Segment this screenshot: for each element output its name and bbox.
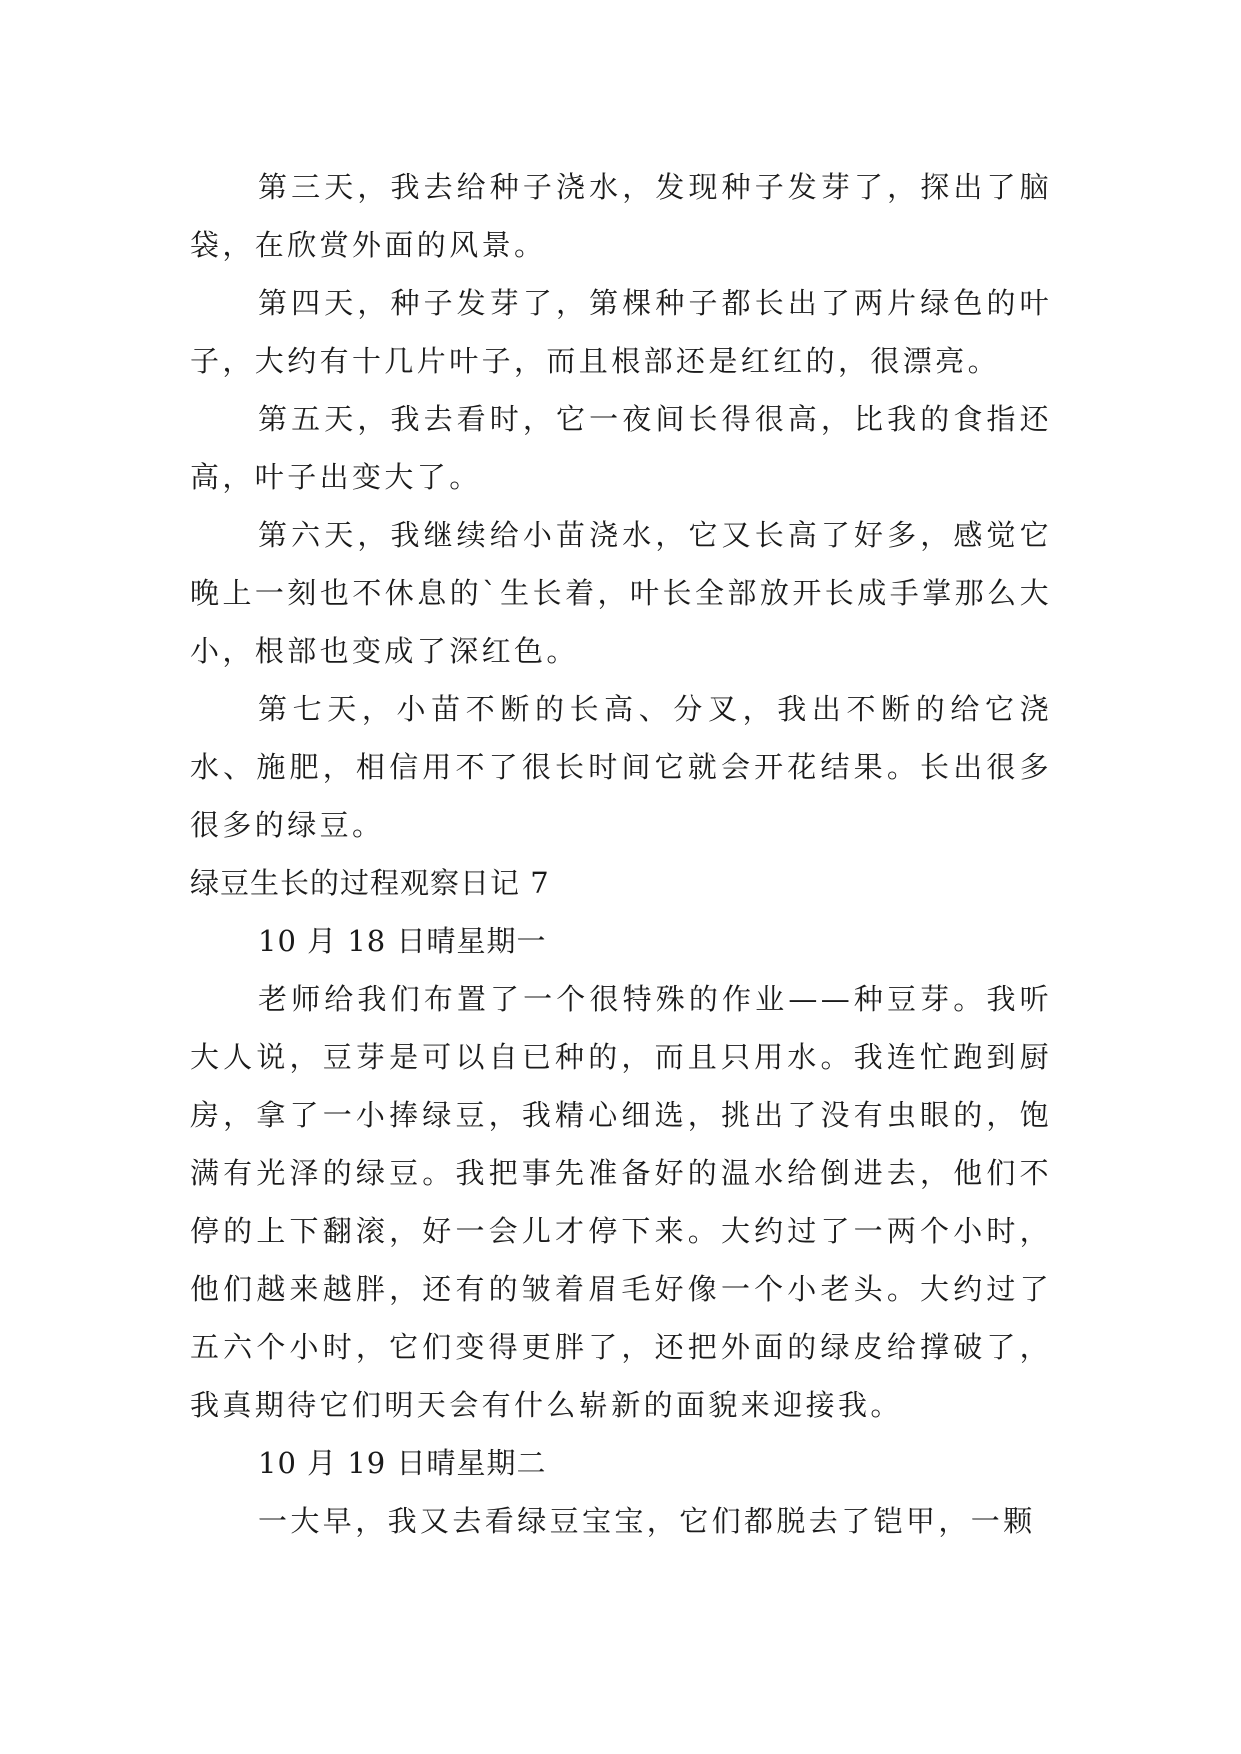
paragraph-day-three: 第三天，我去给种子浇水，发现种子发芽了，探出了脑袋，在欣赏外面的风景。 [190, 170, 1052, 262]
document-page [190, 158, 1052, 1550]
paragraph-day-five: 第五天，我去看时，它一夜间长得很高，比我的食指还高，叶子出变大了。 [190, 402, 1052, 494]
paragraph-day-six: 第六天，我继续给小苗浇水，它又长高了好多，感觉它晚上一刻也不休息的`生长着，叶长全部放开长成手掌那么大小，根部也变成了深红色。 [190, 518, 1052, 668]
paragraph-day-four: 第四天，种子发芽了，第棵种子都长出了两片绿色的叶子，大约有十几片叶子，而且根部还是红红的，很漂亮。 [190, 286, 1052, 378]
paragraph-day-seven: 第七天，小苗不断的长高、分叉，我出不断的给它浇水、施肥，相信用不了很长时间它就会开花结果。长出很多很多的绿豆。 [190, 692, 1052, 842]
section-heading: 绿豆生长的过程观察日记 7 [190, 866, 550, 900]
paragraph-oct-19: 一大早，我又去看绿豆宝宝，它们都脱去了铠甲，一颗 [258, 1504, 1036, 1538]
paragraph-oct-18: 老师给我们布置了一个很特殊的作业——种豆芽。我听大人说，豆芽是可以自已种的，而且只用水。我连忙跑到厨房，拿了一小捧绿豆，我精心细选，挑出了没有虫眼的，饱满有光泽的绿豆。我把事先准备好的温水给倒进去，他们不停的上下翻滚，好一会儿才停下来。大约过了一两个小时，他们越来越胖，还有的皱着眉毛好像一个小老头。大约过了五六个小时，它们变得更胖了，还把外面的绿皮给撑破了，我真期待它们明天会有什么崭新的面貌来迎接我。 [190, 982, 1052, 1422]
date-line-oct-19: 10 月 19 日晴星期二 [258, 1446, 547, 1480]
date-line-oct-18: 10 月 18 日晴星期一 [258, 924, 547, 958]
